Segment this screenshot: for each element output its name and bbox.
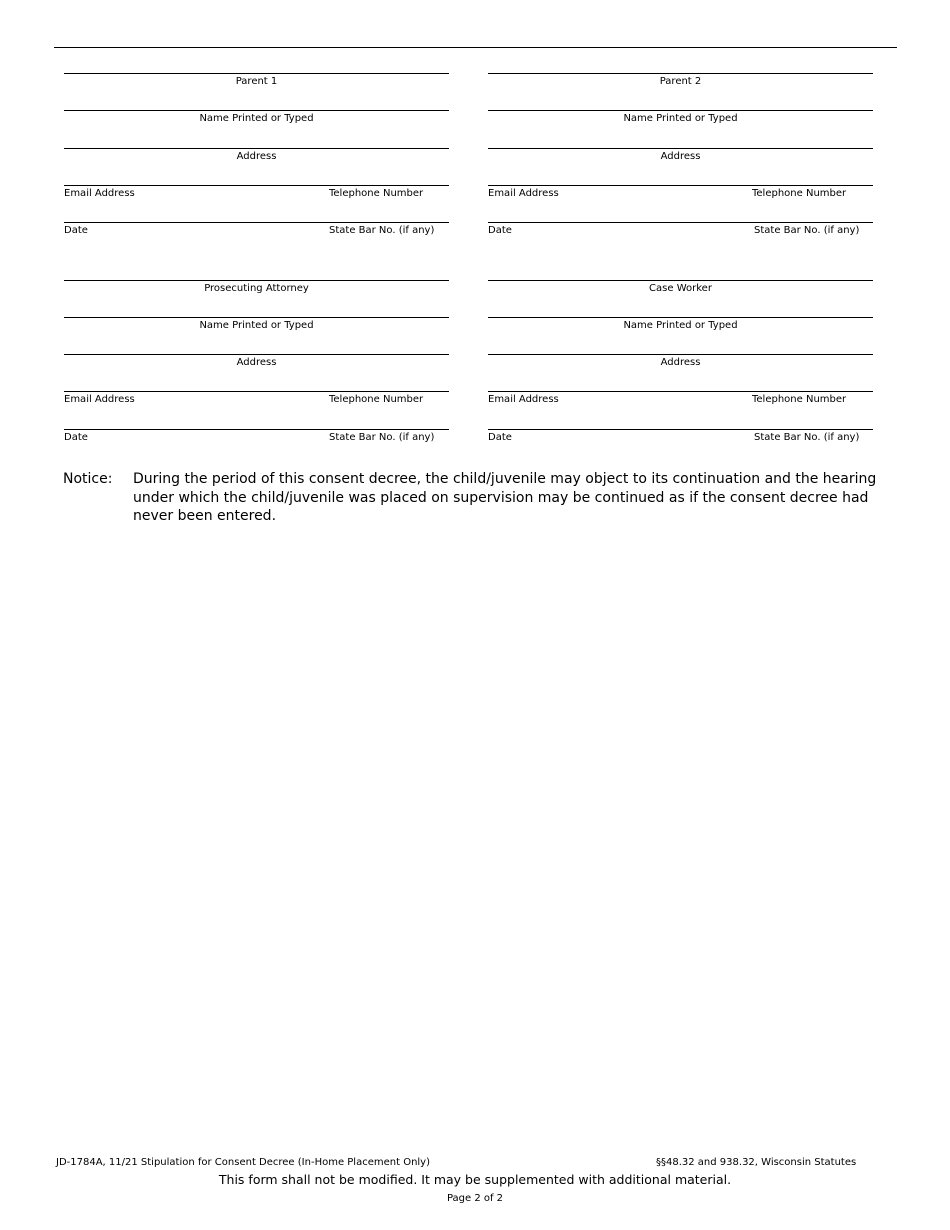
address-line[interactable]: [488, 148, 873, 149]
phone-caption: Telephone Number: [752, 394, 847, 405]
signature-caption: Parent 1: [235, 76, 278, 87]
contact-line[interactable]: [488, 391, 873, 392]
address-line[interactable]: [488, 354, 873, 355]
name-caption: Name Printed or Typed: [623, 113, 738, 124]
signature-caption: Case Worker: [649, 283, 712, 294]
page-number: Page 2 of 2: [446, 1193, 504, 1204]
phone-caption: Telephone Number: [329, 188, 424, 199]
bar-number-caption: State Bar No. (if any): [754, 225, 860, 236]
date-caption: Date: [488, 432, 512, 443]
name-line[interactable]: [64, 317, 449, 318]
name-line[interactable]: [488, 110, 873, 111]
phone-caption: Telephone Number: [329, 394, 424, 405]
notice-text: During the period of this consent decree, the child/juvenile may object to its continuation and the hearing under which the child/juvenile was placed on supervision may be continued as if the consent decree had never been entered.: [133, 471, 877, 524]
address-caption: Address: [236, 357, 277, 368]
notice-label: Notice:: [63, 471, 113, 487]
name-caption: Name Printed or Typed: [623, 320, 738, 331]
signature-line[interactable]: [488, 73, 873, 74]
contact-line[interactable]: [64, 185, 449, 186]
name-caption: Name Printed or Typed: [199, 320, 314, 331]
address-caption: Address: [236, 151, 277, 162]
signature-line[interactable]: [64, 280, 449, 281]
name-line[interactable]: [488, 317, 873, 318]
email-caption: Email Address: [64, 394, 135, 405]
signature-caption: Prosecuting Attorney: [204, 283, 309, 294]
bar-number-caption: State Bar No. (if any): [329, 225, 435, 236]
signature-line[interactable]: [64, 73, 449, 74]
name-line[interactable]: [64, 110, 449, 111]
header-rule: [54, 47, 897, 48]
date-line[interactable]: [64, 429, 449, 430]
email-caption: Email Address: [488, 394, 559, 405]
address-line[interactable]: [64, 148, 449, 149]
signature-line[interactable]: [488, 280, 873, 281]
date-caption: Date: [488, 225, 512, 236]
date-caption: Date: [64, 432, 88, 443]
phone-caption: Telephone Number: [752, 188, 847, 199]
name-caption: Name Printed or Typed: [199, 113, 314, 124]
contact-line[interactable]: [488, 185, 873, 186]
signature-caption: Parent 2: [659, 76, 702, 87]
address-caption: Address: [660, 357, 701, 368]
date-line[interactable]: [64, 222, 449, 223]
address-line[interactable]: [64, 354, 449, 355]
contact-line[interactable]: [64, 391, 449, 392]
address-caption: Address: [660, 151, 701, 162]
statute-reference: §§48.32 and 938.32, Wisconsin Statutes: [656, 1157, 857, 1168]
date-line[interactable]: [488, 429, 873, 430]
email-caption: Email Address: [488, 188, 559, 199]
bar-number-caption: State Bar No. (if any): [754, 432, 860, 443]
modification-notice: This form shall not be modified. It may be supplemented with additional material.: [218, 1172, 732, 1187]
bar-number-caption: State Bar No. (if any): [329, 432, 435, 443]
email-caption: Email Address: [64, 188, 135, 199]
date-line[interactable]: [488, 222, 873, 223]
form-id: JD-1784A, 11/21 Stipulation for Consent Decree (In-Home Placement Only): [56, 1157, 430, 1168]
date-caption: Date: [64, 225, 88, 236]
